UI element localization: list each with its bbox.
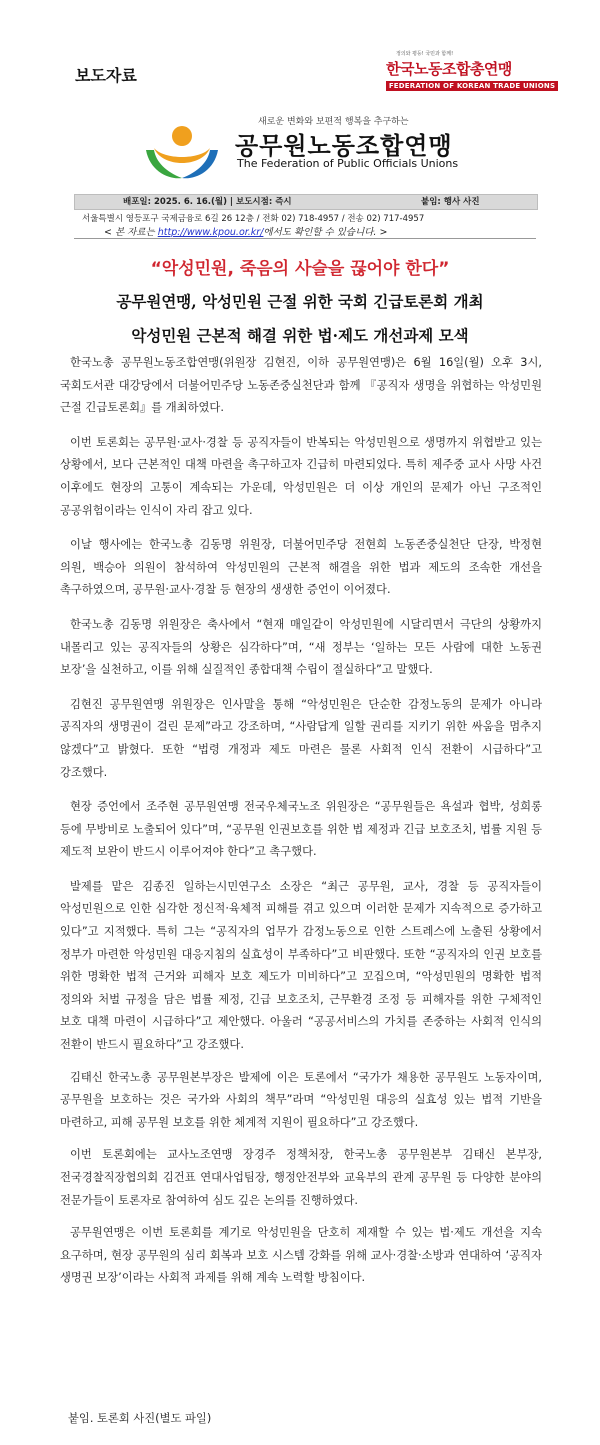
attachment-note: 붙임. 토론회 사진(별도 파일) (68, 1412, 212, 1425)
website-notice (104, 224, 387, 238)
body-paragraph: 이번 토론회는 공무원·교사·경찰 등 공직자들이 반복되는 악성민원으로 생명까지 위협받고 있는 상황에서, 보다 근본적인 대책 마련을 촉구하고자 긴급히 마련되었다. 특히 제주중 교사 사망 사건 이후에도 현장의 고통이 계속되는 가운데, 악성민원은 더 이상 개인의 문제가 아닌 구조적인 공공위험이라는 인식이 자리 잡고 있다. (60, 435, 542, 517)
body-paragraph: 한국노총 김동명 위원장은 축사에서 “현재 매일같이 악성민원에 시달리면서 극단의 상황까지 내몰리고 있는 공직자들의 상황은 심각하다”며, “새 정부는 ‘일하는 모든 사람에 대한 노동권 보장’을 실천하고, 이를 위해 실질적인 종합대책 수립이 절실하다”고 말했다. (60, 617, 542, 677)
fpou-tagline: 새로운 변화와 보편적 행복을 추구하는 (258, 117, 409, 127)
body-paragraph: 발제를 맡은 김종진 일하는시민연구소 소장은 “최근 공무원, 교사, 경찰 등 공직자들이 악성민원으로 인한 심각한 정신적·육체적 피해를 겪고 있으며 이러한 문제가 지속적으로 증가하고 있다”고 지적했다. 특히 그는 “공직자의 업무가 감정노동으로 인한 스트레스에 노출된 상황에서 정부가 마련한 악성민원 대응지침의 실효성이 부족하다”고 비판했다. 또한 “공직자의 인권 보호를 위한 명확한 법적 근거와 피해자 보호 제도가 미비하다”고 꼬집으며, “악성민원의 명확한 법적 정의와 처벌 규정을 담은 법률 제정, 긴급 보호조치, 근무환경 조정 등 피해자를 위한 구체적인 보호 대책 마련이 시급하다”고 제안했다. 아울러 “공공서비스의 가치를 존중하는 사회적 인식의 전환이 반드시 필요하다”고 강조했다. (60, 879, 542, 1052)
notice-prefix: < 본 자료는 (104, 227, 158, 238)
release-info-bar (74, 194, 538, 210)
fpou-english-name: The Federation of Public Officials Unions (237, 157, 459, 170)
fpou-name: 공무원노동조합연맹 (235, 132, 453, 160)
notice-suffix: 에서도 확인할 수 있습니다. > (263, 227, 388, 238)
body-paragraph: 공무원연맹은 이번 토론회를 계기로 악성민원을 단호히 제재할 수 있는 법·제도 개선을 지속 요구하며, 현장 공무원의 심리 회복과 보호 시스템 강화를 위해 교사·경찰·소방과 연대하여 ‘공직자 생명권 보장’이라는 사회적 과제를 위해 계속 노력할 방침이다. (60, 1226, 542, 1285)
headline-title: 공무원연맹, 악성민원 근절 위한 국회 긴급토론회 개최 (116, 292, 484, 311)
release-date-info: 배포일: 2025. 6. 16.(월) | 보도시점: 즉시 (123, 197, 292, 207)
body-paragraph: 김현진 공무원연맹 위원장은 인사말을 통해 “악성민원은 단순한 감정노동의 문제가 아니라 공직자의 생명권이 걸린 문제”라고 강조하며, “사람답게 일할 권리를 지키기 위한 싸움을 멈추지 않겠다”고 밝혔다. 또한 “법령 개정과 제도 마련은 물론 사회적 인식 전환이 시급하다”고 강조했다. (60, 697, 542, 779)
website-link[interactable]: http://www.kpou.or.kr/ (157, 227, 264, 238)
fkt-name: 한국노동조합총연맹 (386, 60, 512, 78)
headline-quote: “악성민원, 죽음의 사슬을 끊어야 한다” (150, 259, 450, 279)
fkt-slogan: 정의와 평등! 국민과 함께! (396, 51, 454, 57)
contact-address: 서울특별시 영등포구 국제금융로 6길 26 12층 / 전화 02) 718-4957 / 전송 02) 717-4957 (82, 214, 425, 224)
page-header (0, 0, 600, 110)
fkt-english-name: FEDERATION OF KOREAN TRADE UNIONS (386, 81, 558, 91)
press-release-label: 보도자료 (75, 66, 137, 85)
headline-subtitle: 악성민원 근본적 해결 위한 법·제도 개선과제 모색 (131, 326, 469, 345)
attachment-info: 붙임: 행사 사진 (421, 197, 480, 207)
body-paragraph: 김태신 한국노총 공무원본부장은 발제에 이은 토론에서 “국가가 채용한 공무원도 노동자이며, 공무원을 보호하는 것은 국가와 사회의 책무”라며 “악성민원 대응의 실효성 있는 법적 기반을 마련하고, 피해 공무원 보호를 위한 체계적 지원이 필요하다”고 강조했다. (60, 1070, 542, 1129)
fpou-emblem-icon (140, 120, 224, 180)
body-paragraph: 이날 행사에는 한국노총 김동명 위원장, 더불어민주당 전현희 노동존중실천단 단장, 박정현 의원, 백승아 의원이 참석하여 악성민원의 근본적 해결을 위한 법과 제도의 조속한 개선을 촉구하였으며, 공무원·교사·경찰 등 현장의 생생한 증언이 이어졌다. (60, 538, 542, 597)
fkt-logo (386, 50, 558, 91)
body-paragraph: 현장 증언에서 조주현 공무원연맹 전국우체국노조 위원장은 “공무원들은 욕설과 협박, 성희롱 등에 무방비로 노출되어 있다”며, “공무원 인권보호를 위한 법 제정과 긴급 보호조치, 법률 지원 등 제도적 보완이 반드시 이루어져야 한다”고 촉구했다. (60, 800, 542, 859)
body-paragraph: 한국노총 공무원노동조합연맹(위원장 김현진, 이하 공무원연맹)은 6월 16일(월) 오후 3시, 국회도서관 대강당에서 더불어민주당 노동존중실천단과 함께 『공직자 생명을 위협하는 악성민원 근절 긴급토론회』를 개최하였다. (60, 356, 542, 415)
body-paragraph: 이번 토론회에는 교사노조연맹 장경주 정책처장, 한국노총 공무원본부 김태신 본부장, 전국경찰직장협의회 김건표 연대사업팀장, 행정안전부와 교육부의 관계 공무원 등 다양한 분야의 전문가들이 토론자로 참여하여 심도 깊은 논의를 진행하였다. (60, 1148, 542, 1207)
header-divider (74, 238, 536, 239)
fpou-header (0, 108, 600, 180)
article-body (60, 352, 542, 1300)
